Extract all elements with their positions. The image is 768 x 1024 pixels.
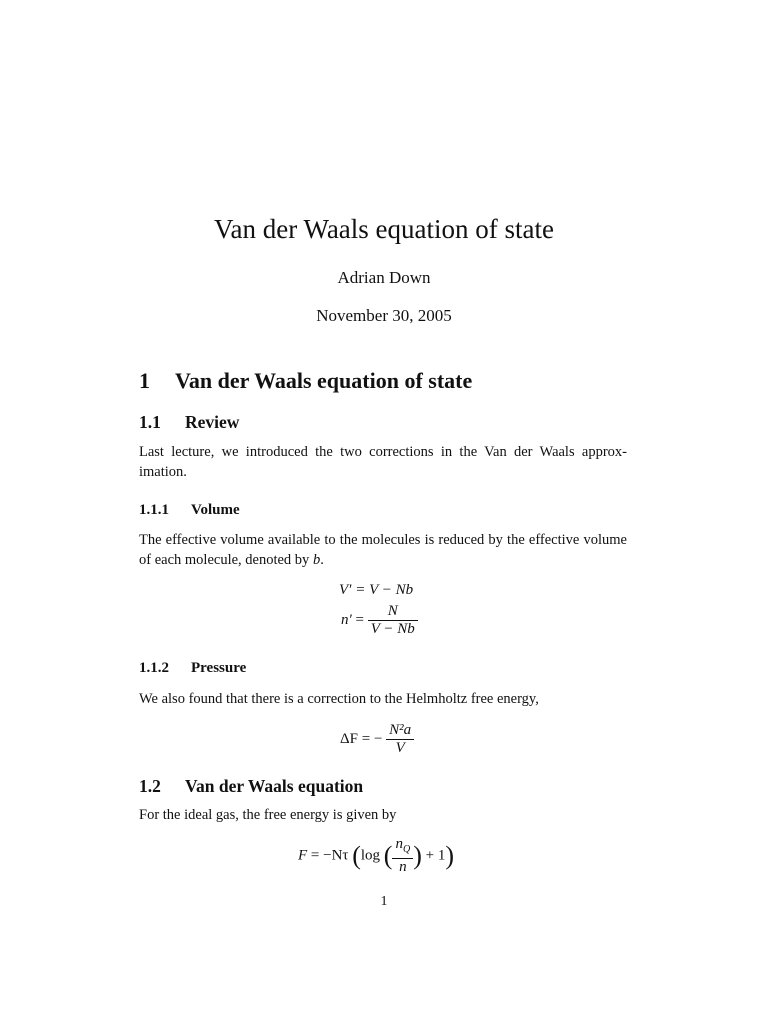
eq4-equals: = −Nτ — [310, 847, 349, 864]
section-number: 1 — [139, 368, 150, 393]
eq1-lhs: V′ — [339, 582, 352, 598]
eq3-denominator: V — [386, 739, 414, 757]
subsubsection-title: Volume — [191, 502, 240, 518]
subsection-number: 1.1 — [139, 412, 161, 432]
eq4-tail: + 1 — [425, 847, 446, 864]
eq4-numerator: $n_Q$ — [395, 836, 411, 855]
eq3-numerator: N²a — [389, 722, 412, 738]
eq1-rhs: = V − Nb — [355, 582, 414, 598]
pressure-paragraph: We also found that there is a correction to the Helmholtz free energy, — [139, 691, 539, 707]
subsubsection-1-1-1-heading — [139, 502, 240, 519]
eq4-fraction — [392, 836, 413, 876]
eq4-log: log — [360, 847, 381, 864]
eq2-fraction — [368, 603, 418, 638]
eq2-equals: = — [355, 611, 364, 628]
eq3-fraction — [386, 722, 414, 757]
page-number: 1 — [380, 894, 388, 909]
subsubsection-title: Pressure — [191, 660, 247, 676]
subsubsection-1-1-2-heading — [139, 660, 246, 677]
volume-paragraph — [139, 530, 627, 570]
document-date: November 30, 2005 — [316, 306, 452, 325]
equation-density — [341, 603, 418, 638]
subsection-1-2-heading — [139, 776, 363, 797]
subsection-number: 1.2 — [139, 776, 161, 796]
eq4-inner-open-paren: ( — [383, 841, 393, 870]
section-1-heading — [139, 368, 472, 394]
eq4-close-paren: ) — [445, 841, 455, 870]
document-author: Adrian Down — [337, 268, 431, 287]
equation-ideal-gas-free-energy — [298, 836, 454, 876]
subsection-title: Review — [185, 412, 240, 432]
subsection-1-1-heading — [139, 412, 239, 433]
review-paragraph: Last lecture, we introduced the two corrections in the Van der Waals approx- imation. — [139, 444, 627, 480]
eq4-inner-close-paren: ) — [413, 841, 422, 870]
section-title: Van der Waals equation of state — [175, 368, 473, 393]
eq4-denominator: n — [392, 858, 413, 876]
eq4-lhs: F — [298, 847, 308, 864]
eq4-open-paren: ( — [352, 841, 361, 870]
subsubsection-number: 1.1.2 — [139, 660, 169, 676]
volume-text-a: The effective volume available to the molecules is reduced by the effective volume of each molecule, denoted by — [139, 532, 627, 568]
document-title: Van der Waals equation of state — [214, 214, 554, 244]
volume-text-b: . — [320, 552, 324, 568]
ideal-gas-paragraph: For the ideal gas, the free energy is given by — [139, 807, 397, 823]
subsubsection-number: 1.1.1 — [139, 502, 169, 518]
eq2-numerator: N — [387, 603, 398, 619]
eq2-lhs: n′ — [341, 611, 352, 628]
equation-free-energy-correction — [340, 722, 414, 757]
volume-text-var: b — [312, 552, 321, 568]
eq3-equals: = − — [361, 730, 383, 747]
equation-volume — [339, 582, 413, 599]
eq3-lhs: ΔF — [340, 730, 358, 747]
subsection-title: Van der Waals equation — [185, 776, 364, 796]
eq2-denominator: V − Nb — [368, 620, 418, 638]
